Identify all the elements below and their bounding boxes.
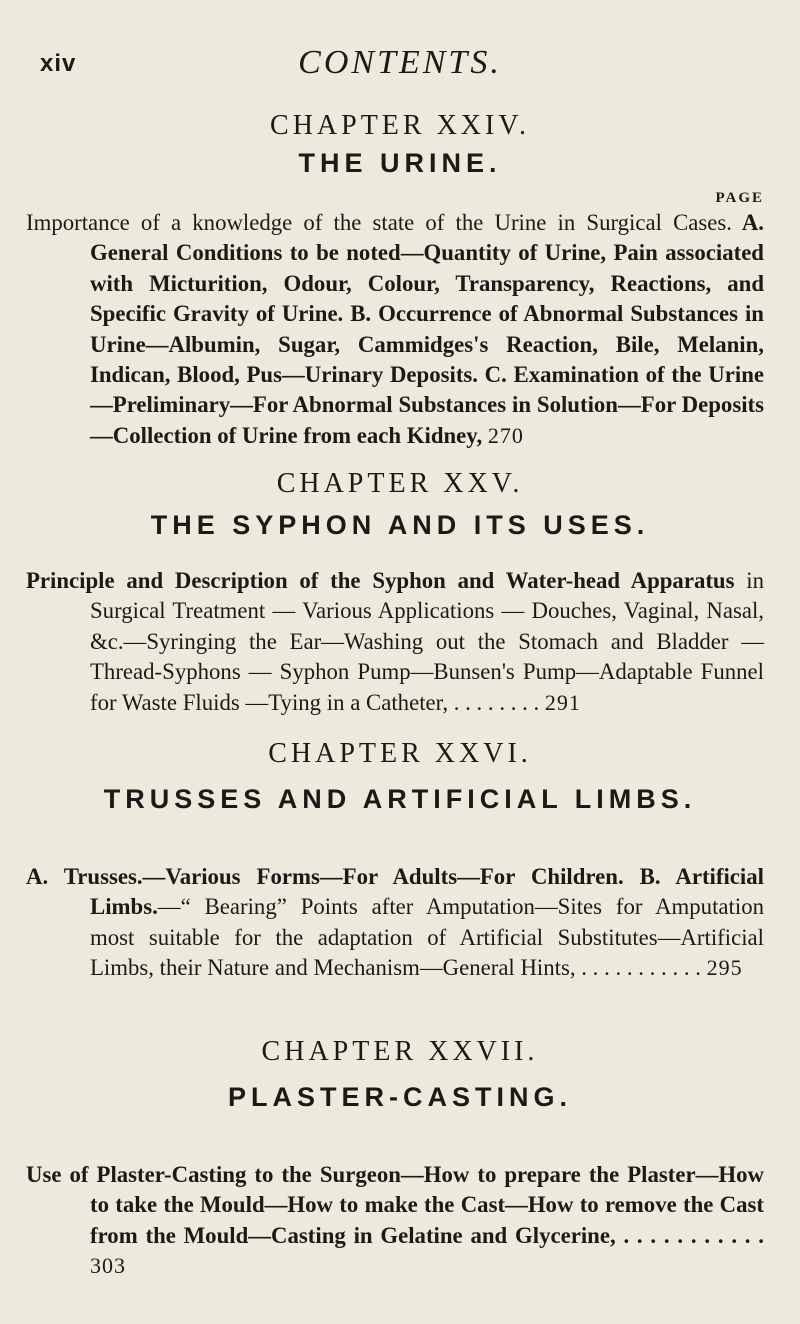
entry-page-number: 295 bbox=[706, 955, 743, 981]
chapter-number: CHAPTER XXVI. bbox=[268, 738, 532, 769]
page-column-label: PAGE bbox=[715, 190, 764, 206]
entry-page-number: 291 bbox=[544, 689, 581, 715]
entry-body: —How to prepare the Plaster—How to take the Mould—How to make the Cast—How to remove the Cast from the Mould—Casting in Gelatine and Glycerine, . . . . . . . . . . . bbox=[90, 1162, 764, 1248]
running-head bbox=[40, 44, 760, 80]
chapter-title: TRUSSES AND ARTIFICIAL LIMBS. bbox=[103, 784, 697, 814]
chapter-24-heading bbox=[0, 110, 800, 179]
entry-lead: Use of Plaster-Casting to the Surgeon bbox=[26, 1162, 401, 1187]
chapter-title: THE URINE. bbox=[298, 148, 502, 178]
chapter-number: CHAPTER XXV. bbox=[276, 468, 524, 499]
chapter-25-heading bbox=[0, 468, 800, 541]
running-title: CONTENTS. bbox=[298, 44, 502, 81]
chapter-title: PLASTER-CASTING. bbox=[227, 1082, 572, 1112]
chapter-number: CHAPTER XXIV. bbox=[270, 110, 530, 141]
chapter-24-contents bbox=[26, 208, 764, 451]
chapter-27-heading bbox=[0, 1036, 800, 1113]
entry-lead: A. Trusses.—Various Forms—For Adults—For Children. B. Artificial Limbs. bbox=[26, 864, 764, 920]
chapter-27-contents bbox=[26, 1160, 764, 1282]
entry-body: A. General Conditions to be noted—Quantity of Urine, Pain associated with Micturition, Odour, Colour, Transparency, Reactions, and Specific Gravity of Urine. B. Occurrence of Abnormal Substances in Urine—Albumin, Sugar, Cammidges's Reaction, Bile, Melanin, Indican, Blood, Pus—Urinary Deposits. C. Examination of the Urine—Preliminary—For Abnormal Substances in Solution—For Deposits—Collection of Urine from each Kidney, bbox=[90, 210, 764, 448]
entry-page-number: 303 bbox=[90, 1253, 126, 1279]
chapter-number: CHAPTER XXVII. bbox=[261, 1036, 539, 1067]
chapter-25-contents bbox=[26, 566, 764, 718]
entry-body: in Surgical Treatment — Various Applications — Douches, Vaginal, Nasal, &c.—Syringing the Ear—Washing out the Stomach and Bladder — Thread-Syphons — Syphon Pump—Bunsen's Pump—Adaptable Funnel for Waste Fluids —Tying in a Catheter, . . . . . . . . bbox=[90, 568, 765, 715]
entry-lead: Principle and Description of the Syphon and Water-head Apparatus bbox=[26, 568, 735, 593]
chapter-26-heading bbox=[0, 738, 800, 815]
page-folio: xiv bbox=[40, 50, 77, 77]
chapter-26-contents bbox=[26, 862, 764, 984]
entry-body: —“ Bearing” Points after Amputation—Sites for Amputation most suitable for the adaptation of Artificial Substitutes—Artificial Limbs, their Nature and Mechanism—General Hints, . . . . . . . . . . . bbox=[90, 894, 764, 981]
entry-page-number: 270 bbox=[487, 422, 524, 448]
chapter-title: THE SYPHON AND ITS USES. bbox=[150, 510, 650, 540]
entry-lead: Importance of a knowledge of the state of the Urine in Surgical Cases. bbox=[26, 210, 732, 235]
